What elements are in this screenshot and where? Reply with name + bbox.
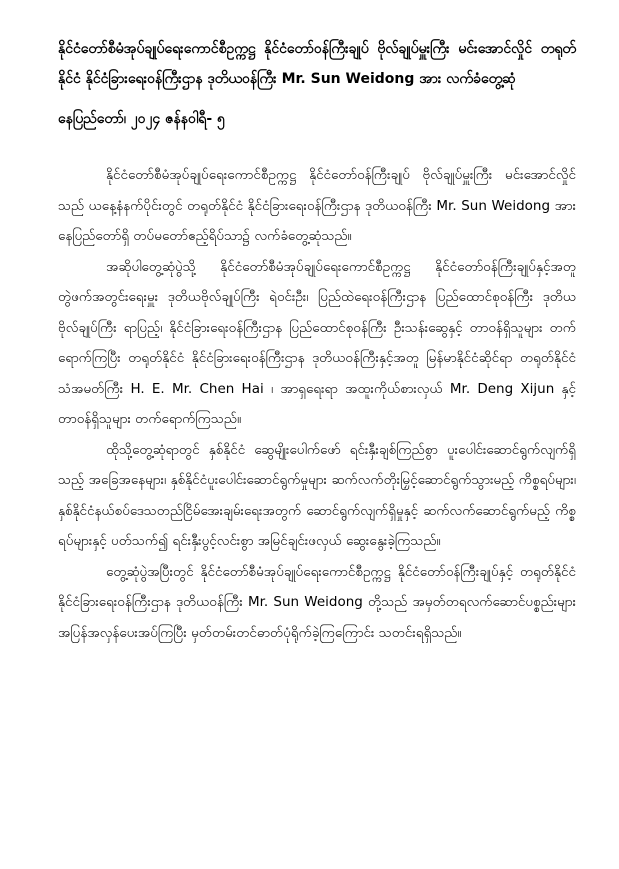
body-paragraph-4: တွေ့ဆုံပွဲအပြီးတွင် နိုင်ငံတော်စီမံအုပ်ချုပ်ရေးကောင်စီဥက္ကဋ္ဌ နိုင်ငံတော်ဝန်ကြီးချုပ်နှင့် တရုတ်နိုင်ငံ နိုင်ငံခြားရေးဝန်ကြီးဌာန ဒုတိယဝန်ကြီး Mr. Sun Weidong တို့သည် အမှတ်တရလက်ဆောင်ပစ္စည်းများ အပြန်အလှန်ပေးအပ်ကြပြီး မှတ်တမ်းတင်ဓာတ်ပုံရိုက်ခဲ့ကြကြောင်း သတင်းရရှိသည်။: [58, 563, 576, 641]
body-paragraph-3: ထိုသို့တွေ့ဆုံရာတွင် နှစ်နိုင်ငံ ဆွေမျိုးပေါက်ဖော် ရင်းနှီးချစ်ကြည်စွာ ပူးပေါင်းဆောင်ရွက်လျက်ရှိသည့် အခြေအနေများ၊ နှစ်နိုင်ငံပူးပေါင်းဆောင်ရွက်မှုများ ဆက်လက်တိုးမြှင့်ဆောင်ရွက်သွားမည့် ကိစ္စရပ်များ၊ နှစ်နိုင်ငံနယ်စပ်ဒေသတည်ငြိမ်အေးချမ်းရေးအတွက် ဆောင်ရွက်လျက်ရှိမှုနှင့် ဆက်လက်ဆောင်ရွက်မည့် ကိစ္စရပ်များနှင့် ပတ်သက်၍ ရင်းနှီးပွင့်လင်းစွာ အမြင်ချင်းဖလှယ် ဆွေးနွေးခဲ့ကြသည်။: [58, 441, 576, 549]
body-paragraph-1: နိုင်ငံတော်စီမံအုပ်ချုပ်ရေးကောင်စီဥက္ကဋ္ဌ နိုင်ငံတော်ဝန်ကြီးချုပ် ဗိုလ်ချုပ်မှူးကြီး မင်းအောင်လှိုင် သည် ယနေ့နံနက်ပိုင်းတွင် တရုတ်နိုင်ငံ နိုင်ငံခြားရေးဝန်ကြီးဌာန ဒုတိယဝန်ကြီး Mr. Sun Weidong အား နေပြည်တော်ရှိ တပ်မတော်ဧည့်ရိပ်သာ၌ လက်ခံတွေ့ဆုံသည်။: [58, 167, 576, 244]
article-headline: နိုင်ငံတော်စီမံအုပ်ချုပ်ရေးကောင်စီဥက္ကဋ္ဌ နိုင်ငံတော်ဝန်ကြီးချုပ် ဗိုလ်ချုပ်မှူးကြီး မင်းအောင်လှိုင် တရုတ်နိုင်ငံ နိုင်ငံခြားရေးဝန်ကြီးဌာန ဒုတိယဝန်ကြီး Mr. Sun Weidong အား လက်ခံတွေ့ဆုံ: [58, 41, 576, 87]
body-paragraph-2: အဆိုပါတွေ့ဆုံပွဲသို့ နိုင်ငံတော်စီမံအုပ်ချုပ်ရေးကောင်စီဥက္ကဋ္ဌ နိုင်ငံတော်ဝန်ကြီးချုပ်နှင့်အတူ တွဲဖက်အတွင်းရေးမှူး ဒုတိယဗိုလ်ချုပ်ကြီး ရဲဝင်းဦး၊ ပြည်ထဲရေးဝန်ကြီးဌာန ပြည်ထောင်စုဝန်ကြီး ဒုတိယဗိုလ်ချုပ်ကြီး ရာပြည့်၊ နိုင်ငံခြားရေးဝန်ကြီးဌာန ပြည်ထောင်စုဝန်ကြီး ဦးသန်းဆွေနှင့် တာဝန်ရှိသူများ တက်ရောက်ကြပြီး တရုတ်နိုင်ငံ နိုင်ငံခြားရေးဝန်ကြီးဌာန ဒုတိယဝန်ကြီးနှင့်အတူ မြန်မာနိုင်ငံဆိုင်ရာ တရုတ်နိုင်ငံ သံအမတ်ကြီး H. E. Mr. Chen Hai ၊ အာရှရေးရာ အထူးကိုယ်စားလှယ် Mr. Deng Xijun နှင့် တာဝန်ရှိသူများ တက်ရောက်ကြသည်။: [58, 258, 576, 427]
article-body: [58, 160, 576, 648]
document-page: [58, 34, 576, 648]
article-dateline: နေပြည်တော်၊ ၂၀၂၄ ဇန်နဝါရီ- ၅: [58, 111, 225, 127]
